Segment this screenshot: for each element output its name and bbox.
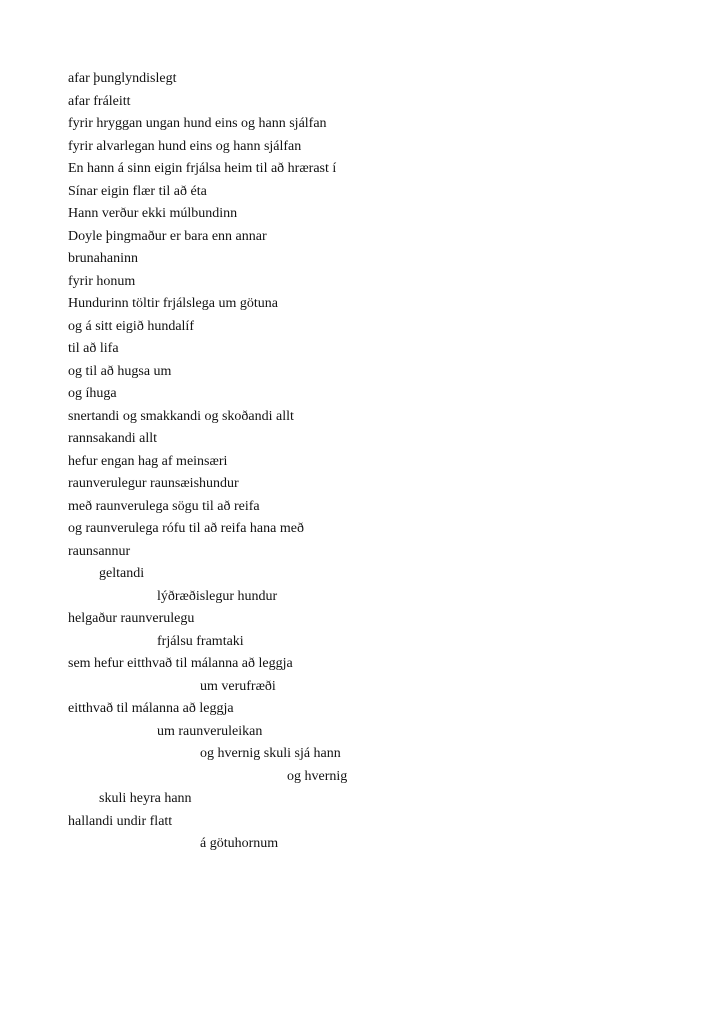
poem-line: En hann á sinn eigin frjálsa heim til að hrærast í: [68, 161, 337, 176]
poem-line: hallandi undir flatt: [68, 813, 173, 829]
poem-line: Doyle þingmaður er bara enn annar: [68, 228, 267, 244]
poem-line: snertandi og smakkandi og skoðandi allt: [68, 408, 294, 424]
poem-line: og til að hugsa um: [68, 363, 172, 379]
poem-line: brunahaninn: [68, 251, 138, 266]
poem-line: rannsakandi allt: [68, 431, 158, 446]
poem-line: afar fráleitt: [68, 93, 131, 109]
poem-line: fyrir alvarlegan hund eins og hann sjálfan: [68, 138, 302, 154]
poem-line: Hann verður ekki múlbundinn: [68, 206, 238, 221]
poem-line: raunverulegur raunsæishundur: [68, 476, 239, 491]
poem-body: [68, 69, 688, 857]
poem-line-indented: á götuhornum: [200, 836, 279, 851]
poem-line: Sínar eigin flær til að éta: [68, 183, 207, 199]
poem-line-indented: og hvernig skuli sjá hann: [200, 746, 341, 761]
poem-line-indented: og hvernig: [287, 768, 348, 784]
poem-line: eitthvað til málanna að leggja: [68, 701, 234, 716]
poem-line: og íhuga: [68, 386, 117, 401]
poem-line: raunsannur: [68, 543, 131, 559]
poem-line-indented: skuli heyra hann: [99, 791, 192, 806]
poem-line: og raunverulega rófu til að reifa hana með: [68, 521, 304, 536]
poem-line-indented: frjálsu framtaki: [157, 633, 244, 649]
poem-line: helgaður raunverulegu: [68, 611, 195, 626]
poem-line: sem hefur eitthvað til málanna að leggja: [68, 656, 293, 671]
poem-line: og á sitt eigið hundalíf: [68, 318, 194, 334]
poem-line-indented: geltandi: [99, 566, 145, 581]
poem-line: með raunverulega sögu til að reifa: [68, 498, 260, 514]
poem-line-indented: um verufræði: [200, 678, 276, 694]
poem-line: fyrir hryggan ungan hund eins og hann sjálfan: [68, 116, 327, 131]
poem-line: afar þunglyndislegt: [68, 71, 177, 86]
poem-line: til að lifa: [68, 341, 119, 356]
poem-line: fyrir honum: [68, 273, 136, 289]
poem-line: hefur engan hag af meinsæri: [68, 453, 228, 469]
poem-line-indented: lýðræðislegur hundur: [157, 588, 278, 604]
poem-line: Hundurinn töltir frjálslega um götuna: [68, 296, 278, 311]
poem-line-indented: um raunveruleikan: [157, 723, 263, 739]
